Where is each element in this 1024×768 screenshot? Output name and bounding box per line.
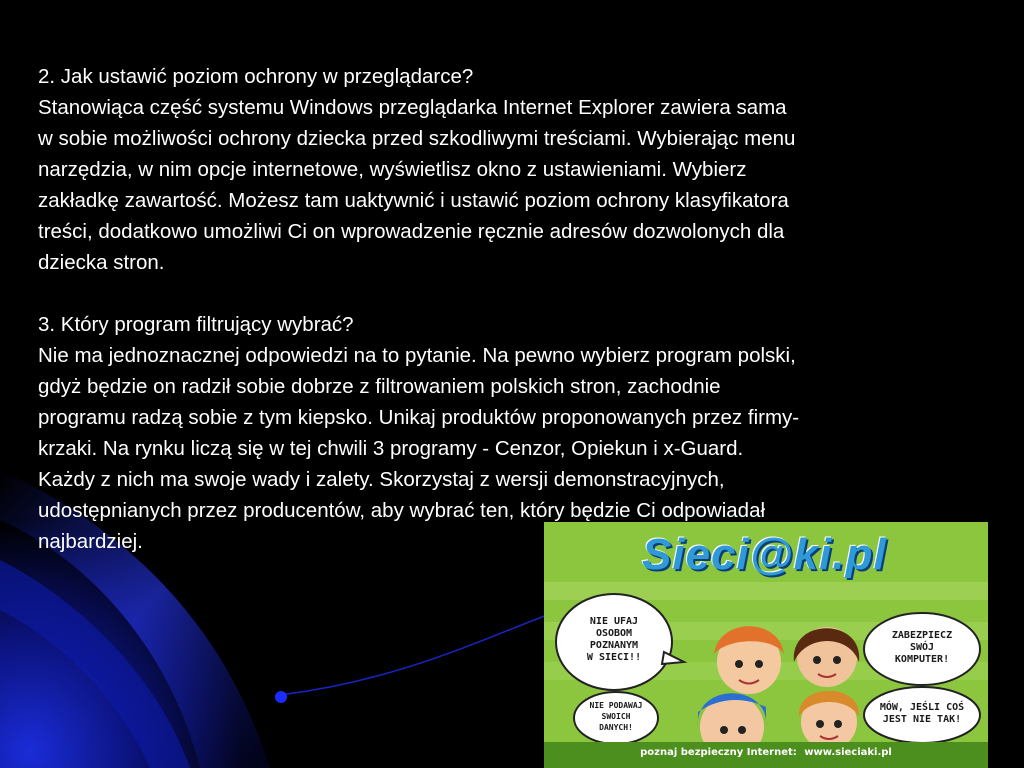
section2-answer-line: treści, dodatkowo umożliwi Ci on wprowadzenie ręcznie adresów dozwolonych dla <box>38 220 785 243</box>
section3-answer-line: programu radzą sobie z tym kiepsko. Unikaj produktów proponowanych przez firmy- <box>38 406 800 429</box>
footer-url: www.sieciaki.pl <box>804 747 892 758</box>
section3-answer-line: gdyż będzie on radził sobie dobrze z filtrowaniem polskich stron, zachodnie <box>38 375 721 398</box>
section3-answer-line: Każdy z nich ma swoje wady i zalety. Skorzystaj z wersji demonstracyjnych, <box>38 468 725 491</box>
section3-question: 3. Który program filtrujący wybrać? <box>38 313 354 336</box>
section3-answer-line: krzaki. Na rynku liczą się w tej chwili 3 programy - Cenzor, Opiekun i x-Guard. <box>38 437 744 460</box>
bubble-text-trust: NIE UFAJ OSOBOM POZNANYM W SIECI!! <box>586 616 642 663</box>
section2-answer-line: Stanowiąca część systemu Windows przeglądarka Internet Explorer zawiera sama <box>38 96 787 119</box>
content-text <box>38 61 998 557</box>
poster-footer <box>544 747 988 758</box>
section2-answer-line: w sobie możliwości ochrony dziecka przed szkodliwymi treściami. Wybierając menu <box>38 127 796 150</box>
section2-answer-line: dziecka stron. <box>38 251 165 274</box>
section3-answer-line: najbardziej. <box>38 530 143 553</box>
sieciaki-poster <box>544 522 988 768</box>
section2-question: 2. Jak ustawić poziom ochrony w przeglądarce? <box>38 65 474 88</box>
bubble-text-secure: ZABEZPIECZ SWÓJ KOMPUTER! <box>891 630 953 665</box>
section3-answer-line: Nie ma jednoznacznej odpowiedzi na to pytanie. Na pewno wybierz program polski, <box>38 344 796 367</box>
section3-answer-line: udostępnianych przez producentów, aby wybrać ten, który będzie Ci odpowiadał <box>38 499 766 522</box>
section2-answer-line: narzędzia, w nim opcje internetowe, wyświetlisz okno z ustawieniami. Wybierz <box>38 158 747 181</box>
bubble-text-tell: MÓW, JEŚLI COŚ JEST NIE TAK! <box>879 702 965 725</box>
section2-answer-line: zakładkę zawartość. Możesz tam uaktywnić i ustawić poziom ochrony klasyfikatora <box>38 189 789 212</box>
decorative-dot <box>275 691 287 703</box>
paragraph-gap <box>38 278 998 309</box>
sieciaki-logo: Sieci@ki.pl <box>642 530 887 579</box>
footer-label: poznaj bezpieczny Internet: <box>640 747 797 758</box>
bubble-text-data: NIE PODAWAJ SWOICH DANYCH! <box>589 701 643 732</box>
